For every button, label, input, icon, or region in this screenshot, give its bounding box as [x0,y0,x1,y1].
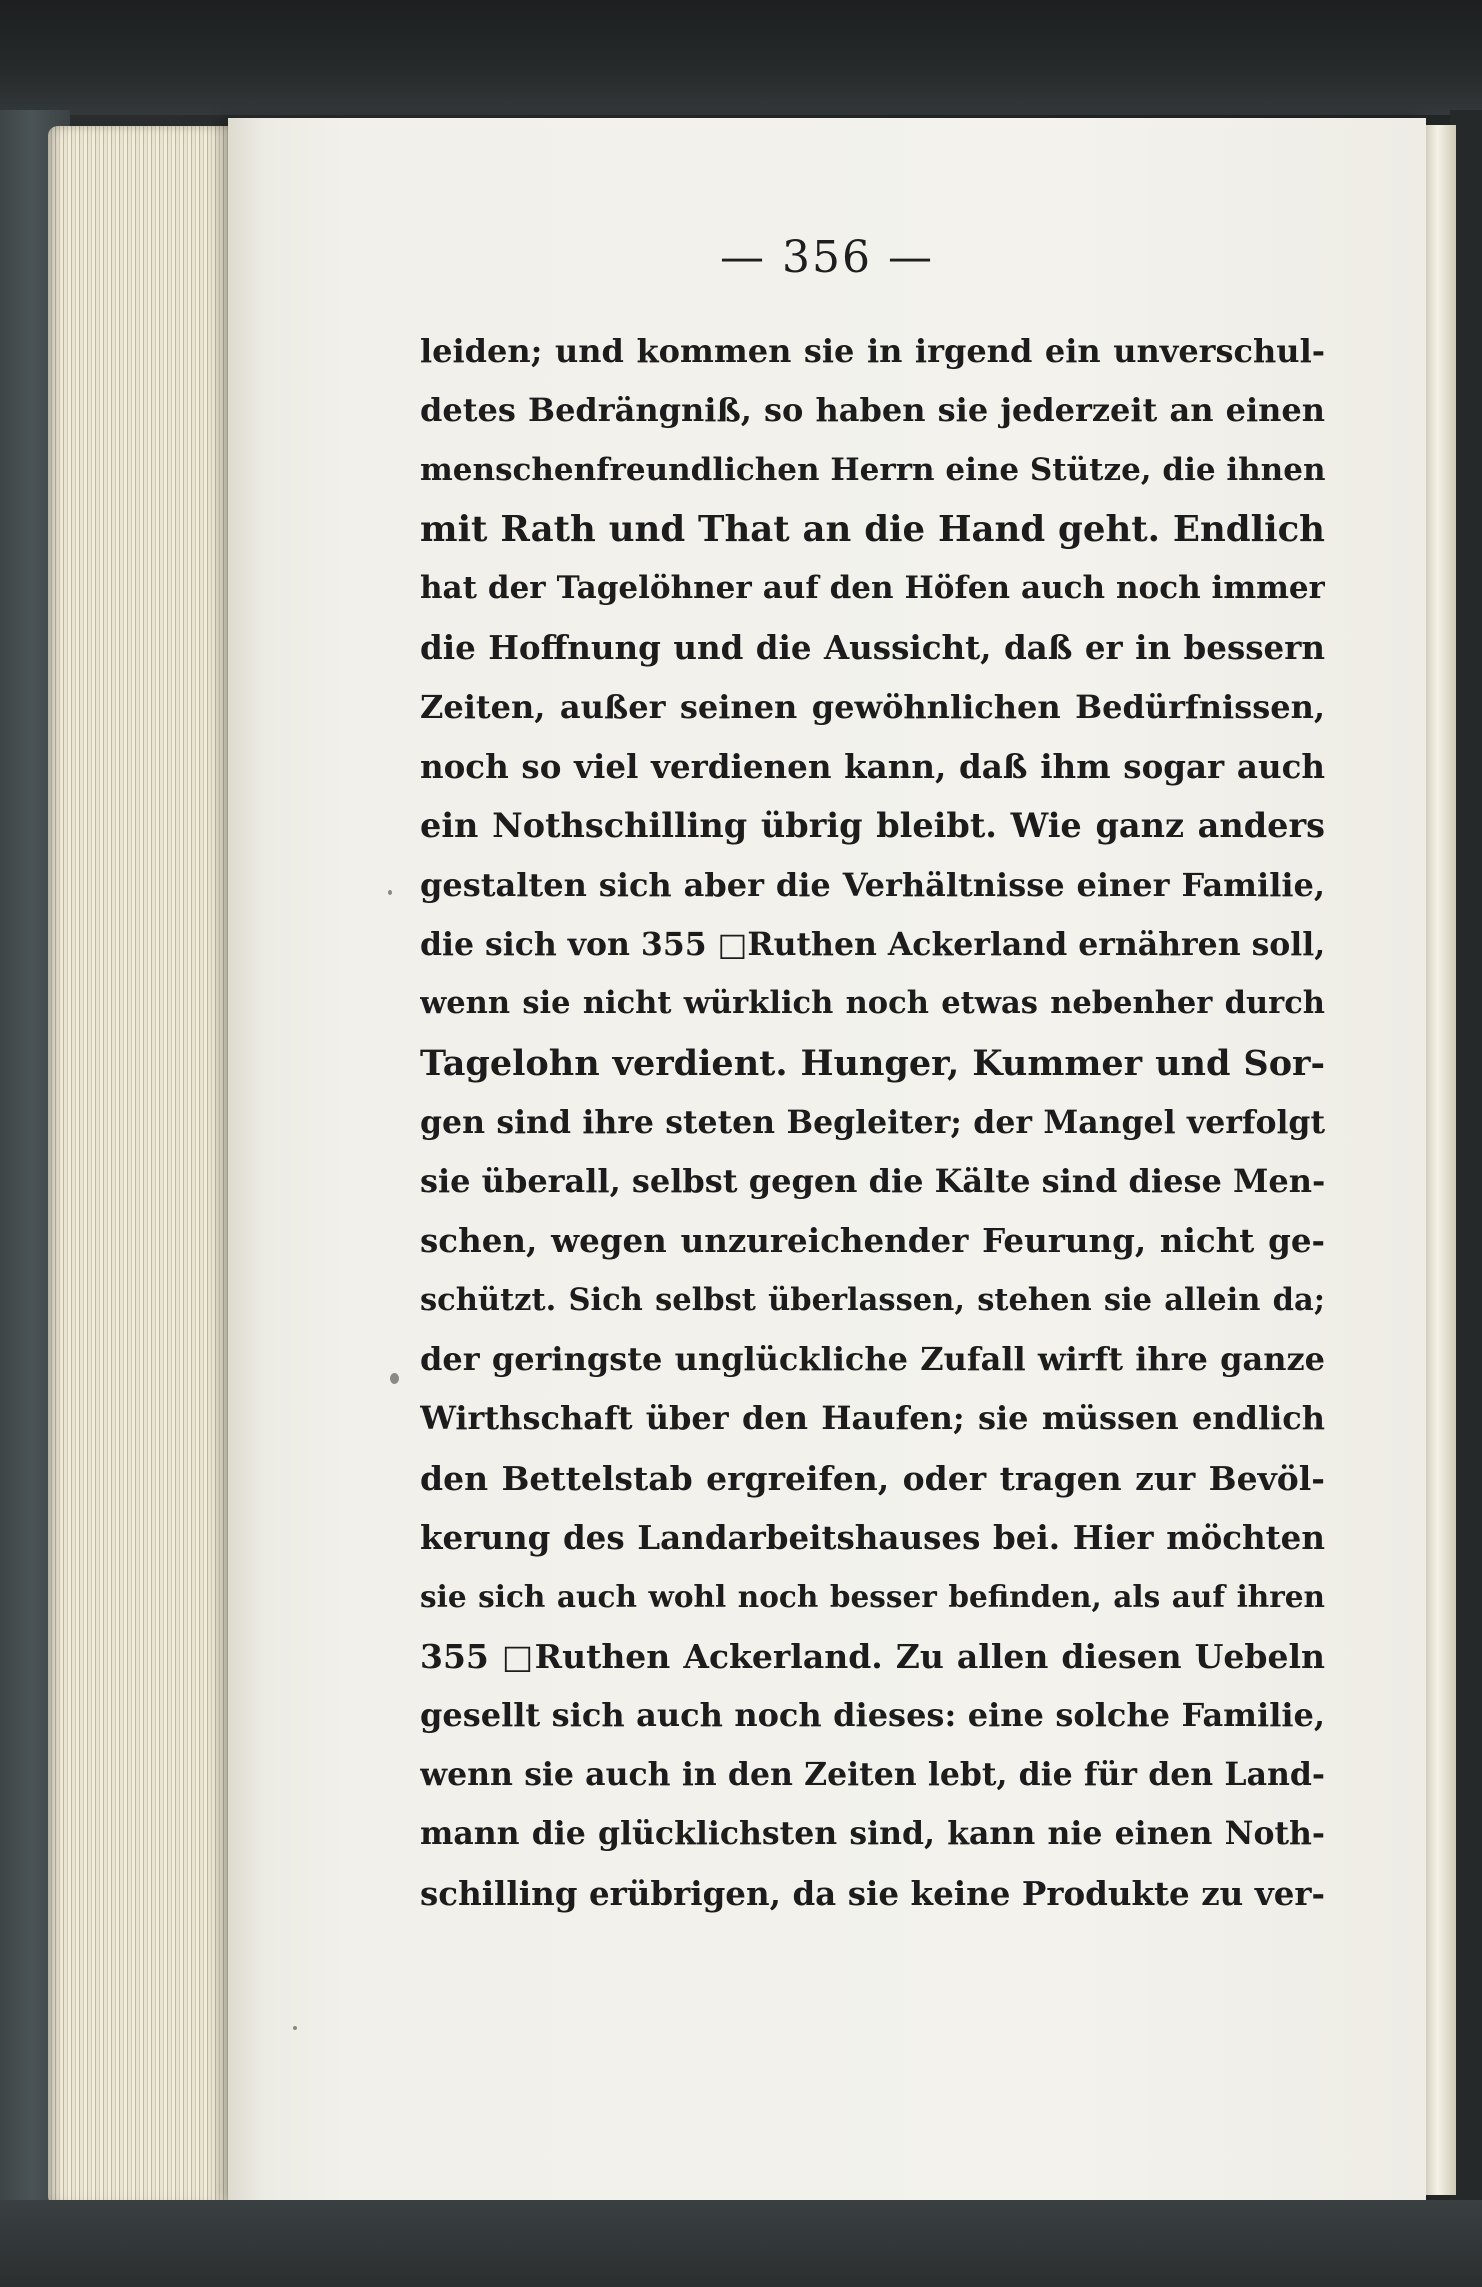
text-line: kerung des Landarbeitshauses bei. Hier möchten [420,1517,1325,1557]
text-line: ein Nothschilling übrig bleibt. Wie ganz anders [420,806,1325,846]
text-line: schilling erübrigen, da sie keine Produkte zu ver- [420,1873,1325,1913]
text-line: leiden; und kommen sie in irgend ein unverschul- [420,332,1325,370]
text-line: Wirthschaft über den Haufen; sie müssen endlich [420,1399,1325,1438]
text-line: gesellt sich auch noch dieses: eine solche Familie, [420,1695,1325,1734]
page-speck [293,2026,297,2030]
text-line: Zeiten, außer seinen gewöhnlichen Bedürfnissen, [420,687,1325,726]
text-line: mann die glücklichsten sind, kann nie einen Noth- [420,1815,1325,1853]
page-speck [390,1373,399,1384]
page-number: — 356 — [720,232,934,283]
page-speck [388,890,392,895]
text-line: gen sind ihre steten Begleiter; der Mangel verfolgt [420,1103,1325,1141]
text-line: 355 □Ruthen Ackerland. Zu allen diesen Uebeln [420,1636,1325,1676]
text-line: schen, wegen unzureichender Feurung, nicht ge- [420,1221,1325,1261]
text-line: noch so viel verdienen kann, daß ihm sogar auch [420,747,1325,787]
text-line: wenn sie auch in den Zeiten lebt, die für den Land- [420,1756,1325,1794]
text-line: sie sich auch wohl noch besser befinden, als auf ihren [420,1579,1325,1615]
text-line: hat der Tagelöhner auf den Höfen auch noch immer [420,570,1325,607]
text-line: menschenfreundlichen Herrn eine Stütze, die ihnen [420,451,1325,488]
text-line: der geringste unglückliche Zufall wirft ihre ganze [420,1340,1325,1379]
book-cover-top [0,0,1482,115]
text-line: die Hoffnung und die Aussicht, daß er in bessern [420,628,1325,668]
text-line: sie überall, selbst gegen die Kälte sind diese Men- [420,1162,1325,1201]
text-line: schützt. Sich selbst überlassen, stehen sie allein da; [420,1281,1325,1318]
text-line: gestalten sich aber die Verhältnisse einer Familie, [420,865,1325,904]
text-line: wenn sie nicht würklich noch etwas nebenher durch [420,985,1325,1022]
text-line: die sich von 355 □Ruthen Ackerland ernähren soll, [420,925,1325,963]
text-line: Tagelohn verdient. Hunger, Kummer und Sor- [420,1042,1325,1084]
page-body-text [420,322,1325,1923]
book-cover-bottom [0,2200,1482,2287]
facing-page-edge [1426,125,1456,2195]
text-line: mit Rath und That an die Hand geht. Endlich [420,508,1325,550]
text-line: detes Bedrängniß, so haben sie jederzeit an einen [420,391,1325,430]
text-line: den Bettelstab ergreifen, oder tragen zur Bevöl- [420,1458,1325,1498]
page-stack-edges [48,126,233,2206]
